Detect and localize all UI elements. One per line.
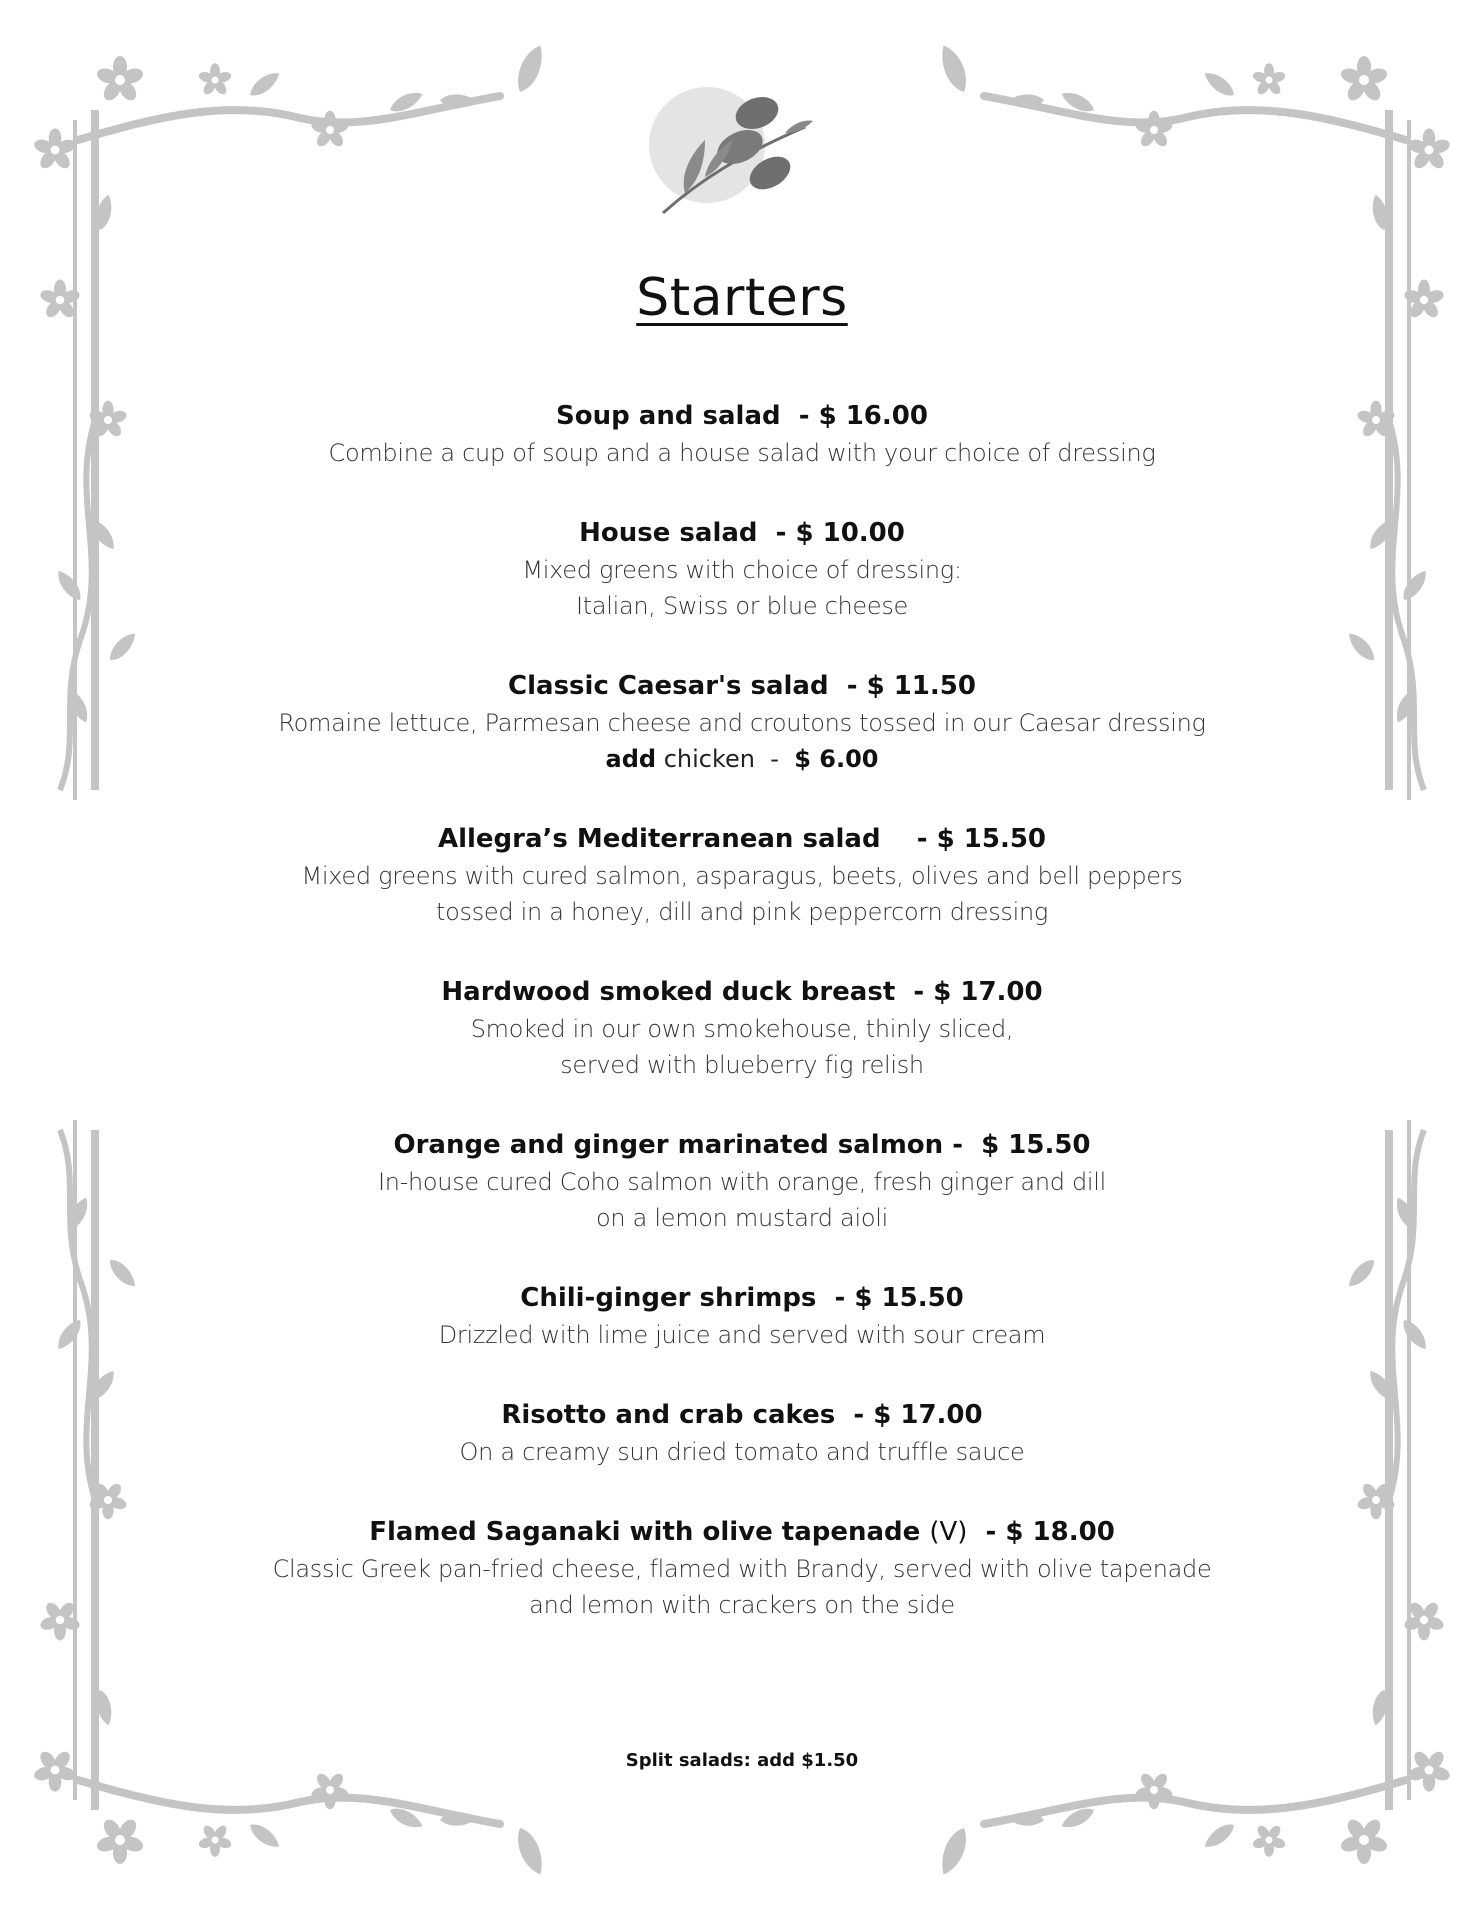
item-heading — [200, 974, 1284, 1011]
item-description: and lemon with crackers on the side — [529, 1591, 955, 1619]
item-addon — [200, 741, 1284, 777]
menu-list — [200, 398, 1284, 1667]
menu-item — [200, 821, 1284, 930]
menu-item — [200, 1127, 1284, 1236]
item-price: $ 15.50 — [854, 1283, 964, 1313]
item-heading — [200, 1127, 1284, 1164]
price-separator: - — [952, 1130, 964, 1160]
price-separator: - — [775, 518, 787, 548]
item-heading — [200, 1514, 1284, 1551]
item-name: Hardwood smoked duck breast — [441, 977, 896, 1007]
item-description: Combine a cup of soup and a house salad with your choice of dressing — [328, 439, 1156, 467]
price-separator: - — [916, 824, 928, 854]
item-price: $ 16.00 — [818, 401, 928, 431]
menu-item — [200, 1514, 1284, 1623]
price-separator: - — [985, 1517, 997, 1547]
price-separator: - — [770, 745, 779, 773]
item-price: $ 17.00 — [933, 977, 1043, 1007]
item-name: Classic Caesar's salad — [508, 671, 829, 701]
item-name: Flamed Saganaki with olive tapenade — [369, 1517, 921, 1547]
item-name: Allegra’s Mediterranean salad — [437, 824, 881, 854]
item-name: Risotto and crab cakes — [501, 1400, 836, 1430]
price-separator: - — [913, 977, 925, 1007]
item-description: On a creamy sun dried tomato and truffle sauce — [459, 1438, 1025, 1466]
item-price: $ 10.00 — [795, 518, 905, 548]
item-heading — [200, 821, 1284, 858]
olive-branch-icon — [645, 85, 815, 220]
item-heading — [200, 1397, 1284, 1434]
item-description: served with blueberry fig relish — [560, 1051, 924, 1079]
menu-item — [200, 515, 1284, 624]
item-description: Mixed greens with cured salmon, asparagus, beets, olives and bell peppers — [301, 862, 1183, 890]
page-title: Starters — [636, 268, 848, 328]
item-description: Italian, Swiss or blue cheese — [575, 592, 909, 620]
addon-label: add — [605, 745, 657, 773]
addon-text: chicken — [663, 745, 755, 773]
split-salad-note: Split salads: add $1.50 — [625, 1750, 859, 1771]
vegetarian-tag: (V) — [929, 1517, 968, 1547]
item-heading — [200, 515, 1284, 552]
menu-item — [200, 974, 1284, 1083]
price-separator: - — [798, 401, 810, 431]
item-description: on a lemon mustard aioli — [596, 1204, 888, 1232]
item-description: In-house cured Coho salmon with orange, fresh ginger and dill — [377, 1168, 1107, 1196]
item-name: House salad — [579, 518, 758, 548]
item-price: $ 15.50 — [936, 824, 1047, 854]
item-description: Smoked in our own smokehouse, thinly sliced, — [470, 1015, 1014, 1043]
item-price: $ 18.00 — [1005, 1517, 1115, 1547]
item-name: Orange and ginger marinated salmon — [393, 1130, 944, 1160]
item-name: Soup and salad — [556, 401, 781, 431]
price-separator: - — [853, 1400, 865, 1430]
item-name: Chili-ginger shrimps — [520, 1283, 817, 1313]
item-description: Drizzled with lime juice and served with sour cream — [438, 1321, 1046, 1349]
item-heading — [200, 398, 1284, 435]
addon-price: $ 6.00 — [794, 745, 879, 773]
price-separator: - — [846, 671, 858, 701]
menu-item — [200, 1280, 1284, 1353]
item-price: $ 17.00 — [873, 1400, 983, 1430]
item-description: Mixed greens with choice of dressing: — [522, 556, 962, 584]
item-description: tossed in a honey, dill and pink peppercorn dressing — [436, 898, 1048, 926]
item-price: $ 15.50 — [981, 1130, 1091, 1160]
item-heading — [200, 668, 1284, 705]
menu-item — [200, 668, 1284, 777]
price-separator: - — [834, 1283, 846, 1313]
item-description: Classic Greek pan-fried cheese, flamed with Brandy, served with olive tapenade — [272, 1555, 1212, 1583]
item-description: Romaine lettuce, Parmesan cheese and croutons tossed in our Caesar dressing — [278, 709, 1206, 737]
item-heading — [200, 1280, 1284, 1317]
menu-item — [200, 398, 1284, 471]
menu-item — [200, 1397, 1284, 1470]
item-price: $ 11.50 — [866, 671, 976, 701]
